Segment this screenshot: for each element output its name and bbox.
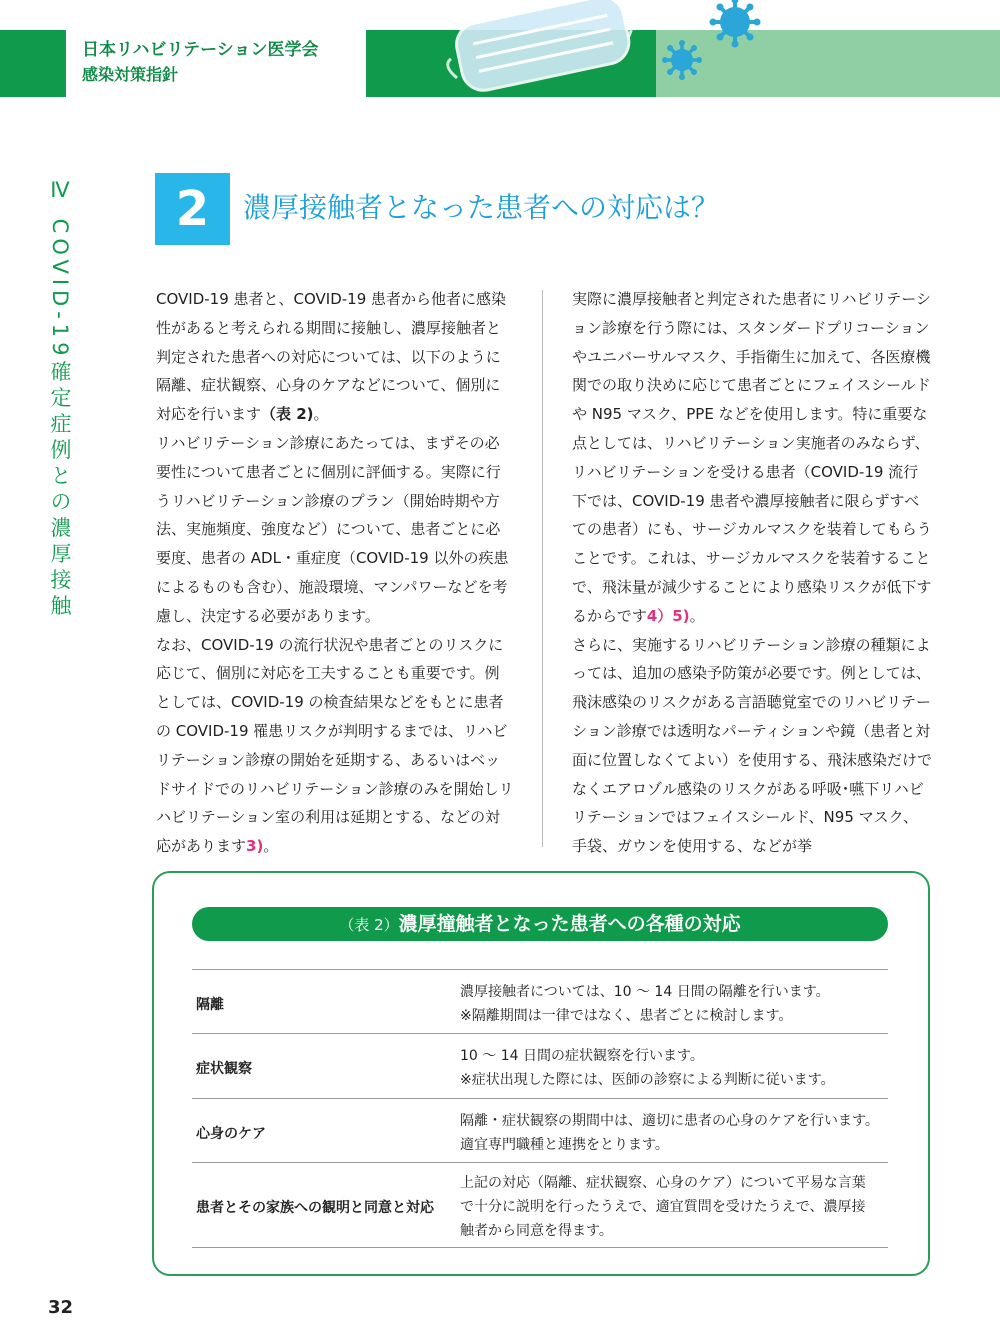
virus-small-icon — [662, 40, 702, 80]
body-right-column — [572, 285, 932, 861]
citation: 4）5) — [646, 606, 690, 625]
table-row-value: 上記の対応（隔離、症状観察、心身のケア）について平易な言葉 で十分に説明を行ったうえで、適宜質問を受けたうえで、濃厚接 触者から同意を得ます。 — [460, 1175, 866, 1239]
table-row-key: 患者とその家族への観明と同意と対応 — [196, 1200, 434, 1216]
side-section-label: Ⅳ COVID-19確定症例との濃厚接触 — [48, 178, 72, 621]
column-divider — [542, 290, 543, 847]
citation: 3) — [246, 837, 264, 856]
table-row-key: 隔離 — [196, 997, 224, 1013]
table-row — [192, 1162, 888, 1247]
table-row-key: 心身のケア — [196, 1126, 266, 1142]
table-row-key: 症状観察 — [196, 1061, 252, 1077]
table-caption-title: 濃厚撞触者となった患者への各種の対応 — [398, 913, 741, 935]
section-number: 2 — [155, 173, 230, 245]
table-row — [192, 1033, 888, 1098]
table-row-value: 10 ～ 14 日間の症状観察を行います。 ※症状出現した際には、医師の診察による判断に従います。 — [460, 1048, 835, 1088]
header-subtitle: 感染対策指針 — [82, 65, 179, 84]
body-left-column — [156, 285, 514, 861]
header-title: 日本リハビリテーション医学会 — [82, 40, 319, 60]
paragraph: なお、COVID-19 の流行状況や患者ごとのリスクに応じて、個別に対応を工夫することも重要です。例としては、COVID-19 の検査結果などをもとに患者の COVID-19 罹患リスクが判明するまでは、リハビリテーション診療の開始を延期する、あるいはベッドサイドでのリハビリテーション診療のみを開始しリハビリテーション室の利用は延期とする、などの対応があります3)。 — [156, 635, 514, 856]
paragraph: リハビリテーション診療にあたっては、まずその必要性について患者ごとに個別に評価する。実際に行うリハビリテーション診療のプラン（開始時期や方法、実施頻度、強度など）について、患者ごとに必要度、患者の ADL・重症度（COVID-19 以外の疾患によるものも含む）、施設環境、マンパワーなどを考慮し、決定する必要があります。 — [156, 433, 509, 625]
page-number: 32 — [48, 1297, 74, 1318]
table-bottom-rule — [192, 1247, 888, 1248]
table-row — [192, 969, 888, 1033]
table-caption — [192, 907, 888, 941]
paragraph: COVID-19 患者と、COVID-19 患者から他者に感染性があると考えられる期間に接触し、濃厚接触者と判定された患者への対応については、以下のように隔離、症状観察、心身のケアなどについて、個別に対応を行います（表 2)。 — [156, 290, 507, 424]
table-caption-prefix: （表 2） — [339, 916, 399, 934]
table-row-value: 濃厚接触者については、10 ～ 14 日間の隔離を行います。 ※隔離期間は一律ではなく、患者ごとに検討します。 — [460, 984, 830, 1024]
virus-icon — [710, 0, 761, 48]
table-row — [192, 1098, 888, 1162]
section-title: 濃厚接触者となった患者への対応は？ — [243, 191, 720, 224]
mask-virus-illustration — [430, 0, 800, 97]
page-header — [0, 0, 1000, 97]
paragraph: さらに、実施するリハビリテーション診療の種類によっては、追加の感染予防策が必要です。例としては、飛沫感染のリスクがある言語聴覚室でのリハビリテーション診療では透明なパーティションや鏡（患者と対面に位置しなくてよい）を使用する、飛沫感染だけでなくエアロゾル感染のリスクがある呼吸･嚥下リハビリテーションではフェイスシールド、N95 マスク、手袋、ガウンを使用する、などが挙 — [572, 635, 933, 856]
paragraph: 実際に濃厚接触者と判定された患者にリハビリテーション診療を行う際には、スタンダードプリコーションやユニバーサルマスク、手指衛生に加えて、各医療機関での取り決めに応じて患者ごとにフェイスシールドや N95 マスク、PPE などを使用します。特に重要な点としては、リハビリテーション実施者のみならず、リハビリテーションを受ける患者（COVID-19 流行下では、COVID-19 患者や濃厚接触者に限らずすべての患者）にも、サージカルマスクを装着してもらうことです。これは、サージカルマスクを装着することで、飛沫量が減少することにより感染リスクが低下するからです4）5)。 — [572, 290, 932, 625]
mask-icon — [440, 0, 639, 97]
table-reference: （表 2) — [261, 405, 314, 424]
table-row-value: 隔離・症状観察の期間中は、適切に患者の心身のケアを行います。 適宜専門職種と連携をとります。 — [460, 1113, 879, 1153]
